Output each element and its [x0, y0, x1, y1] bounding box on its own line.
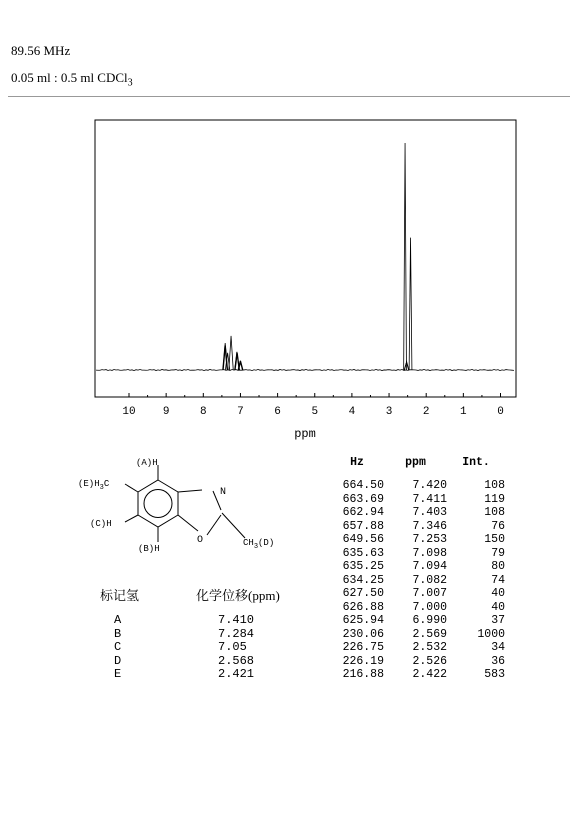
assignment-shift: 2.568	[218, 653, 255, 668]
table-row	[330, 560, 505, 574]
peak-hz: 634.25	[342, 573, 384, 587]
assignment-shift: 2.421	[218, 667, 255, 681]
assignment-shift: 7.284	[218, 626, 255, 641]
x-tick-label: 6	[274, 406, 281, 418]
table-row	[330, 628, 505, 642]
peak-ppm: 2.526	[412, 654, 447, 668]
peak-ppm: 7.094	[412, 560, 447, 573]
spectrum-peak	[409, 238, 412, 370]
peak-hz: 664.50	[342, 479, 384, 492]
peak-ppm: 7.403	[412, 506, 447, 519]
aromatic-circle	[144, 490, 172, 518]
assignment-label: A	[114, 613, 122, 627]
table-row	[330, 479, 505, 493]
peak-ppm: 2.532	[412, 641, 447, 654]
table-row	[330, 533, 505, 547]
assignment-table	[100, 614, 254, 682]
peak-ppm: 7.411	[412, 492, 447, 506]
peak-header-ppm: ppm	[405, 455, 426, 469]
assignment-label: B	[114, 626, 122, 641]
table-row	[330, 587, 505, 601]
peak-hz: 627.50	[342, 587, 384, 600]
x-tick-label: 4	[348, 406, 356, 418]
bond-he	[125, 484, 138, 492]
assignment-header-shift: 化学位移(ppm)	[196, 588, 280, 603]
peak-hz: 635.63	[342, 546, 384, 560]
assignment-label: C	[114, 640, 122, 654]
molecule-structure	[70, 453, 300, 568]
peak-hz: 663.69	[342, 492, 384, 506]
peak-ppm: 7.420	[412, 479, 447, 492]
assignment-label: D	[114, 653, 122, 668]
x-tick-label: 10	[122, 406, 136, 418]
peak-hz: 662.94	[342, 506, 384, 519]
assignment-row	[100, 668, 254, 682]
x-tick-label: 2	[422, 406, 430, 418]
peak-ppm: 7.346	[412, 519, 447, 533]
peak-int: 76	[491, 519, 505, 533]
spectrometer-frequency: 89.56 MHz	[11, 43, 71, 58]
assignment-row	[100, 655, 254, 669]
bond-hc	[125, 515, 138, 522]
x-tick-label: 5	[311, 406, 319, 418]
peak-int: 150	[484, 533, 505, 546]
peak-int: 108	[484, 479, 505, 492]
assignment-row	[100, 641, 254, 655]
bond-o-c2	[207, 515, 221, 535]
peak-int: 79	[491, 546, 505, 560]
label-o: O	[197, 535, 204, 546]
x-axis-label: ppm	[294, 427, 316, 441]
label-e	[78, 479, 110, 492]
label-e-text: (E)H	[78, 479, 100, 489]
assignment-row	[100, 628, 254, 642]
label-e-sub: 3	[99, 484, 104, 492]
peak-hz: 649.56	[342, 533, 384, 546]
table-row	[330, 668, 505, 682]
peak-int: 583	[484, 668, 505, 681]
sample-subscript: 3	[127, 77, 133, 89]
peak-hz: 635.25	[342, 560, 384, 573]
peak-int: 34	[491, 641, 505, 654]
peak-ppm: 7.082	[412, 573, 447, 587]
sample-text: 0.05 ml : 0.5 ml CDCl	[11, 70, 128, 85]
peak-hz: 657.88	[342, 519, 384, 533]
peak-hz: 216.88	[342, 668, 384, 681]
table-row	[330, 520, 505, 534]
peak-hz: 226.75	[342, 641, 384, 654]
peak-int: 1000	[477, 627, 505, 641]
table-row	[330, 655, 505, 669]
peak-ppm: 2.569	[412, 627, 447, 641]
table-row	[330, 493, 505, 507]
label-c: (C)H	[90, 519, 112, 529]
x-tick-label: 7	[237, 406, 244, 418]
x-tick-label: 8	[199, 406, 207, 418]
label-d-sub: 3	[253, 543, 259, 551]
peak-int: 40	[491, 600, 505, 614]
table-row	[330, 506, 505, 520]
assignment-shift: 7.05	[218, 640, 247, 654]
peak-hz: 625.94	[342, 614, 384, 627]
label-d	[243, 538, 274, 551]
peak-hz: 226.19	[342, 654, 384, 668]
spectrum-peak	[404, 143, 407, 370]
peak-header-int: Int.	[462, 455, 490, 469]
table-row	[330, 547, 505, 561]
label-e-tail: C	[103, 479, 110, 489]
peak-int: 40	[491, 587, 505, 600]
table-row	[330, 614, 505, 628]
peak-int: 37	[491, 614, 505, 627]
peak-hz: 230.06	[342, 627, 384, 641]
bond-c-o	[178, 515, 198, 531]
label-n: N	[220, 487, 227, 498]
peak-ppm: 6.990	[412, 614, 447, 627]
peak-int: 74	[491, 573, 505, 587]
assignment-label: E	[114, 667, 122, 681]
bond-c2-methyl	[222, 513, 245, 538]
peak-int: 36	[491, 654, 505, 668]
peak-ppm: 7.007	[412, 587, 447, 600]
label-d-tail: (D)	[258, 538, 275, 548]
peak-int: 108	[484, 506, 505, 519]
spectrum-peak	[229, 336, 233, 370]
label-d-text: CH	[243, 538, 254, 548]
peak-int: 80	[491, 560, 505, 573]
spectrum-baseline	[96, 369, 514, 370]
peak-header-hz: Hz	[350, 455, 364, 469]
table-row	[330, 601, 505, 615]
peak-ppm: 7.253	[412, 533, 447, 546]
x-tick-label: 1	[460, 406, 467, 418]
x-tick-label: 3	[385, 406, 393, 418]
peak-int: 119	[484, 492, 505, 506]
x-tick-label: 0	[497, 406, 504, 418]
assignment-header-label: 标记氢	[100, 588, 140, 603]
table-row	[330, 574, 505, 588]
peak-ppm: 2.422	[412, 668, 447, 681]
assignment-row	[100, 614, 254, 628]
peak-ppm: 7.000	[412, 600, 447, 614]
peak-ppm: 7.098	[412, 546, 447, 560]
plot-frame	[95, 120, 516, 397]
x-tick-label: 9	[162, 406, 170, 418]
label-b: (B)H	[138, 544, 160, 554]
table-row	[330, 641, 505, 655]
bond-c-n	[178, 490, 202, 492]
peak-hz: 626.88	[342, 600, 384, 614]
assignment-shift: 7.410	[218, 613, 255, 627]
label-a: (A)H	[136, 458, 158, 468]
peak-table	[330, 455, 505, 682]
